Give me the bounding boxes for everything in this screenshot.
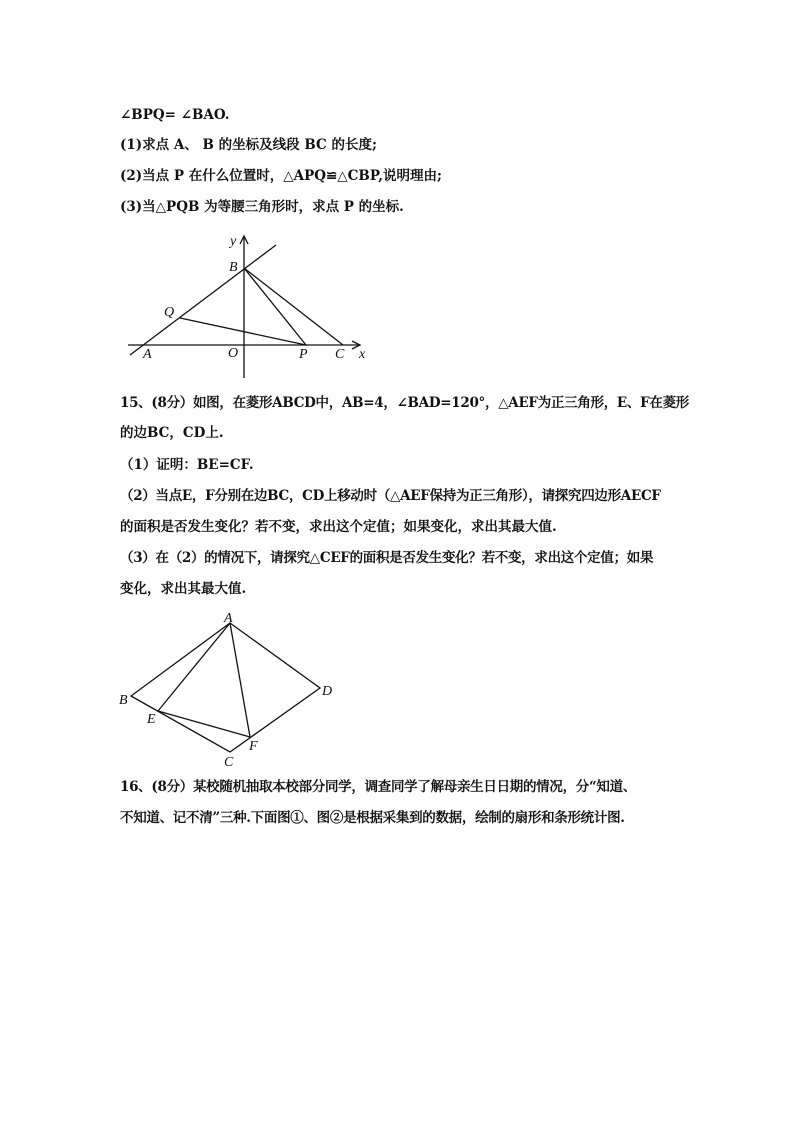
label-a: A [143, 347, 152, 362]
p14-question-1: (1)求点 A、 B 的坐标及线段 BC 的长度; [120, 137, 377, 153]
segment-bc [244, 268, 343, 345]
label-y: y [230, 234, 237, 249]
label-b: B [119, 693, 128, 708]
p16-statement-line-1: 16、(8分）某校随机抽取本校部分同学，调查同学了解母亲生日日期的情况，分“知道、 [120, 779, 637, 795]
label-e: E [147, 712, 156, 727]
label-p: P [299, 347, 308, 362]
p15-question-2-line-2: 的面积是否发生变化？若不变，求出这个定值；如果变化，求出其最大值. [120, 519, 557, 535]
label-c: C [335, 347, 345, 362]
p14-question-3: (3)当△PQB 为等腰三角形时，求点 P 的坐标. [120, 199, 404, 215]
line-ab [130, 245, 276, 355]
label-q: Q [164, 305, 175, 320]
p15-rhombus-figure [110, 605, 350, 775]
rhombus-abcd [131, 623, 320, 752]
label-x: x [359, 347, 366, 362]
segment-ef [158, 711, 250, 737]
p15-question-1: （1）证明：BE=CF. [120, 457, 254, 473]
label-o: O [228, 346, 239, 361]
label-d: D [322, 684, 333, 699]
p15-question-3-line-1: （3）在（2）的情况下，请探究△CEF的面积是否发生变化？若不变，求出这个定值；如果 [120, 550, 654, 566]
p16-statement-line-2: 不知道、记不清”三种.下面图①、图②是根据采集到的数据，绘制的扇形和条形统计图. [120, 810, 625, 826]
p15-question-3-line-2: 变化，求出其最大值. [120, 581, 247, 597]
label-f: F [249, 739, 258, 754]
p15-statement-line-1: 15、(8分）如图，在菱形ABCD中，AB=4，∠BAD=120°，△AEF为正三角形，E、F在菱形 [120, 395, 689, 411]
segment-af [230, 623, 250, 737]
p14-question-2: (2)当点 P 在什么位置时，△APQ≌△CBP,说明理由; [120, 168, 442, 184]
label-c: C [224, 755, 234, 770]
label-a: A [224, 611, 233, 626]
segment-ae [158, 623, 230, 711]
p14-coordinate-figure [120, 225, 380, 385]
label-b: B [229, 260, 238, 275]
p15-statement-line-2: 的边BC，CD上. [120, 425, 224, 441]
p15-question-2-line-1: （2）当点E，F分别在边BC，CD上移动时（△AEF保持为正三角形），请探究四边形AECF [120, 488, 661, 504]
p14-continuation-line: ∠BPQ= ∠BAO. [120, 107, 230, 123]
